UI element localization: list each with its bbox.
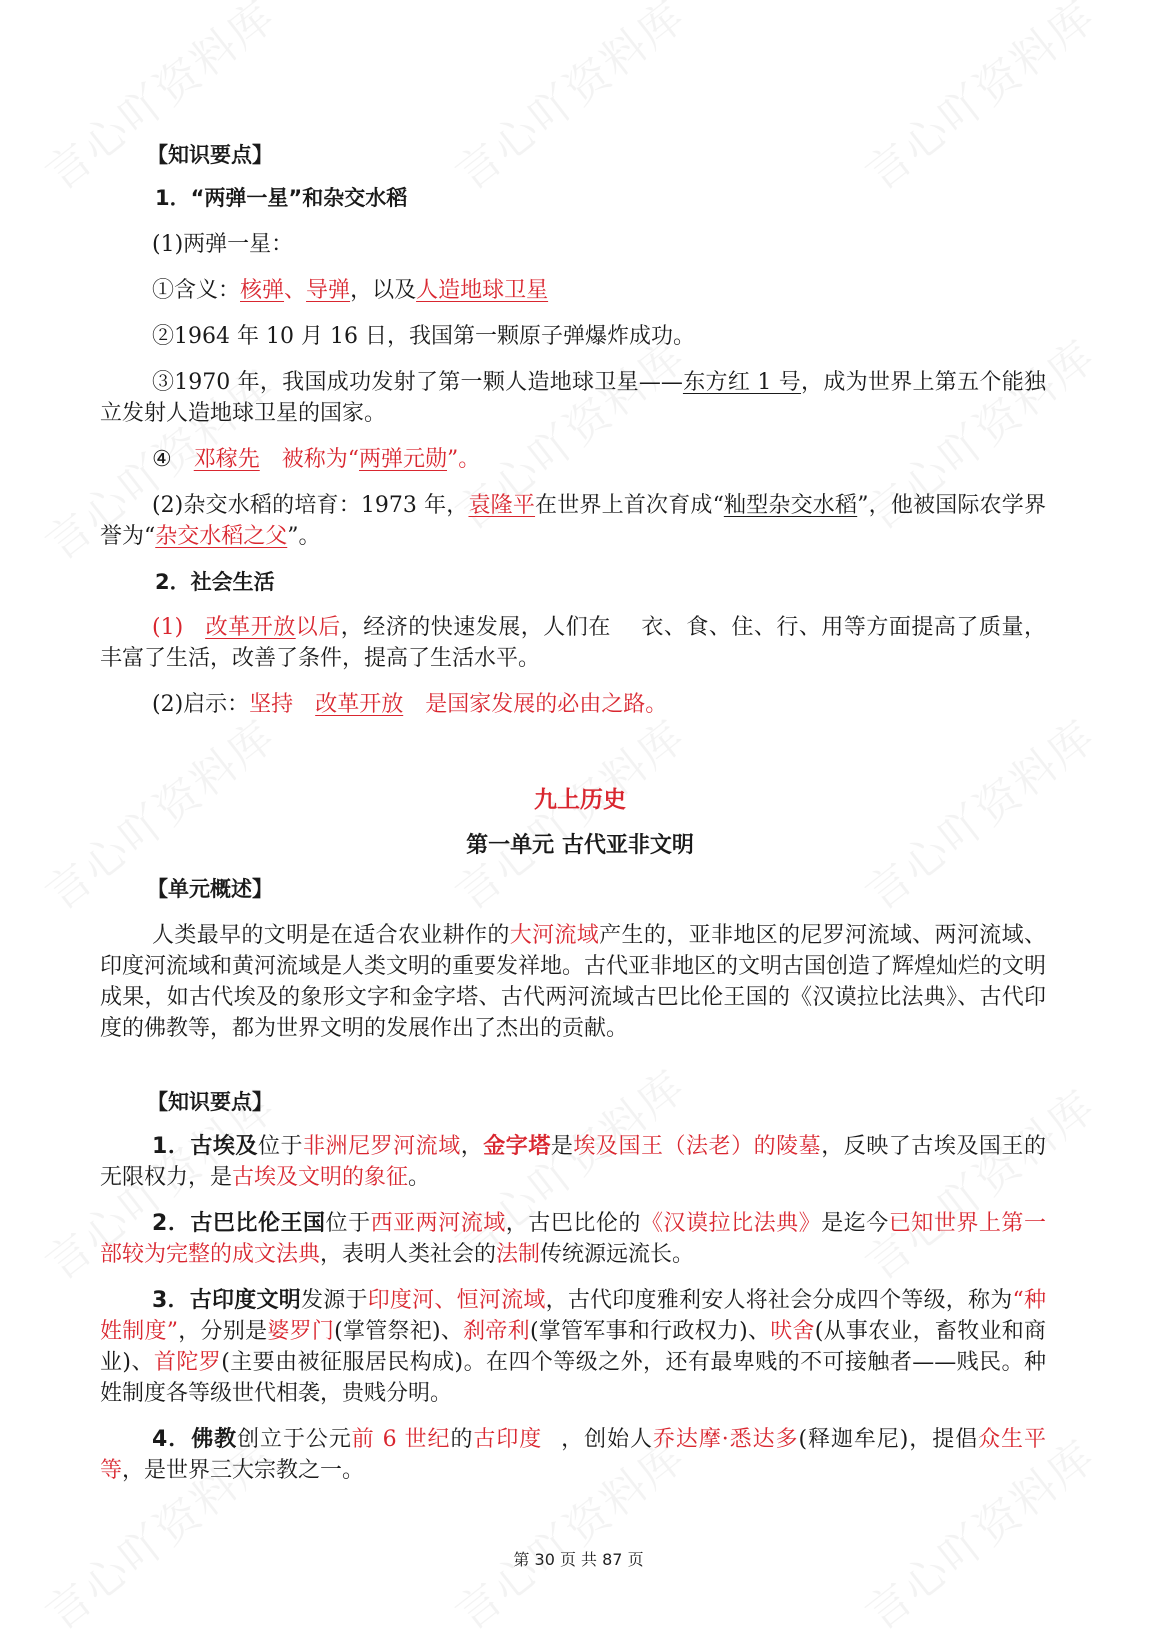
life-rest2: 衣、食、住、行、用等方面提高了质量，丰富了生活，改善了条件，提高了生活水平。 <box>100 615 1046 671</box>
overview-b: 产生的，亚非地区的尼罗河流域、两河流域、印度河流域和黄河流域是人类文明的重要发祥地。古代亚非地区的文明古国创造了辉煌灿烂的文明成果，如古代埃及的象形文字和金字塔、古代两河流域古巴比伦王国的《汉谟拉比法典》、古代印度的佛教等，都为世界文明的发展作出了杰出的贡献。 <box>100 923 1047 1041</box>
term-buddhism: 佛教 <box>191 1427 238 1452</box>
sub-heading-two-bombs: (1)两弹一星： <box>152 232 294 257</box>
deng-mid: 被称为“ <box>281 447 359 472</box>
section-heading-knowledge: 【知识要点】 <box>147 143 273 167</box>
overview-paragraph <box>100 920 1046 1044</box>
satellite-paragraph <box>100 367 1046 429</box>
rice-mid2: ”，他被国际农学界誉为“ <box>100 493 1046 549</box>
rice-prefix: (2)杂交水稻的培育：1973 年， <box>152 493 469 518</box>
watermark <box>440 0 697 202</box>
section-heading-overview: 【单元概述】 <box>147 877 273 901</box>
answer-missile: 导弹 <box>306 278 351 303</box>
answer-father-of-hybrid-rice: 杂交水稻之父 <box>155 524 288 549</box>
answer-satellite: 人造地球卫星 <box>416 278 549 303</box>
point-babylon: 2．古巴比伦王国位于西亚两河流域，古巴比伦的《汉谟拉比法典》是迄今已知世界上第一部较为完整的成文法典，表明人类社会的法制传统源远流长。 <box>100 1211 1046 1267</box>
term-pyramid: 金字塔 <box>483 1134 551 1159</box>
unit-title: 第一单元 古代亚非文明 <box>466 833 694 858</box>
answer-river-basin: 大河流域 <box>509 923 600 948</box>
rice-paragraph <box>100 490 1046 552</box>
watermark <box>850 0 1107 202</box>
meaning-mid: ，以及 <box>350 278 417 303</box>
inspiration-prefix: (2)启示： <box>152 692 250 717</box>
answer-nuclear-bomb: 核弹 <box>240 278 285 303</box>
meaning-line <box>152 275 1098 306</box>
answer-reform-opening: 改革开放 <box>205 615 296 640</box>
term-ancient-india: 古印度文明 <box>189 1288 301 1313</box>
deng-line <box>152 444 1098 475</box>
satellite-suffix: ，成为世界上第五个能独立发射人造地球卫星的国家。 <box>100 370 1046 426</box>
satellite-prefix: ③1970 年，我国成功发射了第一颗人造地球卫星—— <box>152 370 683 395</box>
life-rest: ，经济的快速发展，人们在 <box>340 615 611 640</box>
social-life-paragraph <box>100 612 1046 674</box>
answer-yuan-longping: 袁隆平 <box>468 493 536 518</box>
page-number-footer: 第 30 页 共 87 页 <box>513 1550 644 1569</box>
answer-dongfanghong: 东方红 1 号 <box>682 370 802 395</box>
point-egypt: 1．古埃及位于非洲尼罗河流域，金字塔是埃及国王（法老）的陵墓，反映了古埃及国王的无限权力，是古埃及文明的象征。 <box>100 1134 1046 1190</box>
point-india: 3．古印度文明发源于印度河、恒河流域，古代印度雅利安人将社会分成四个等级，称为“种姓制度”，分别是婆罗门(掌管祭祀)、刹帝利(掌管军事和行政权力)、吠舍(从事农业，畜牧业和商业)、首陀罗(主要由被征服居民构成)。在四个等级之外，还有最卑贱的不可接触者——贱民。种姓制度各等级世代相袭，贵贱分明。 <box>100 1288 1046 1406</box>
life-red-suffix: 以后 <box>295 615 341 640</box>
watermark <box>30 0 287 202</box>
overview-a: 人类最早的文明是在适合农业耕作的 <box>152 923 510 948</box>
atomic-bomb-line: ②1964 年 10 月 16 日，我国第一颗原子弹爆炸成功。 <box>152 324 695 349</box>
document-title: 九上历史 <box>534 787 626 813</box>
rice-mid: 在世界上首次育成“ <box>535 493 724 518</box>
inspiration-line <box>152 689 1098 720</box>
term-ancient-babylon: 古巴比伦王国 <box>190 1211 326 1236</box>
rice-suffix: ”。 <box>287 524 321 549</box>
deng-suffix: ”。 <box>447 447 481 472</box>
section-heading-knowledge-2: 【知识要点】 <box>147 1090 273 1114</box>
deng-prefix: ④ <box>152 447 172 472</box>
point-buddhism: 4．佛教创立于公元前 6 世纪的古印度 ，创始人乔达摩·悉达多(释迦牟尼)，提倡众生平等，是世界三大宗教之一。 <box>100 1427 1046 1483</box>
answer-reform-opening-2: 改革开放 <box>315 692 404 717</box>
inspiration-red1: 坚持 <box>249 692 294 717</box>
term-ancient-egypt: 古埃及 <box>190 1134 258 1159</box>
separator: 、 <box>284 278 307 303</box>
answer-deng-jiaxian: 邓稼先 <box>193 447 260 472</box>
meaning-prefix: ①含义： <box>152 278 241 303</box>
inspiration-red2: 是国家发展的必由之路。 <box>425 692 668 717</box>
item-title-social-life: 2．社会生活 <box>155 570 275 594</box>
life-num: (1) <box>152 615 184 640</box>
answer-indica-hybrid-rice: 籼型杂交水稻 <box>723 493 858 518</box>
item-title-two-bombs: 1．“两弹一星”和杂交水稻 <box>155 186 408 210</box>
answer-two-bombs-hero: 两弹元勋 <box>359 447 448 472</box>
